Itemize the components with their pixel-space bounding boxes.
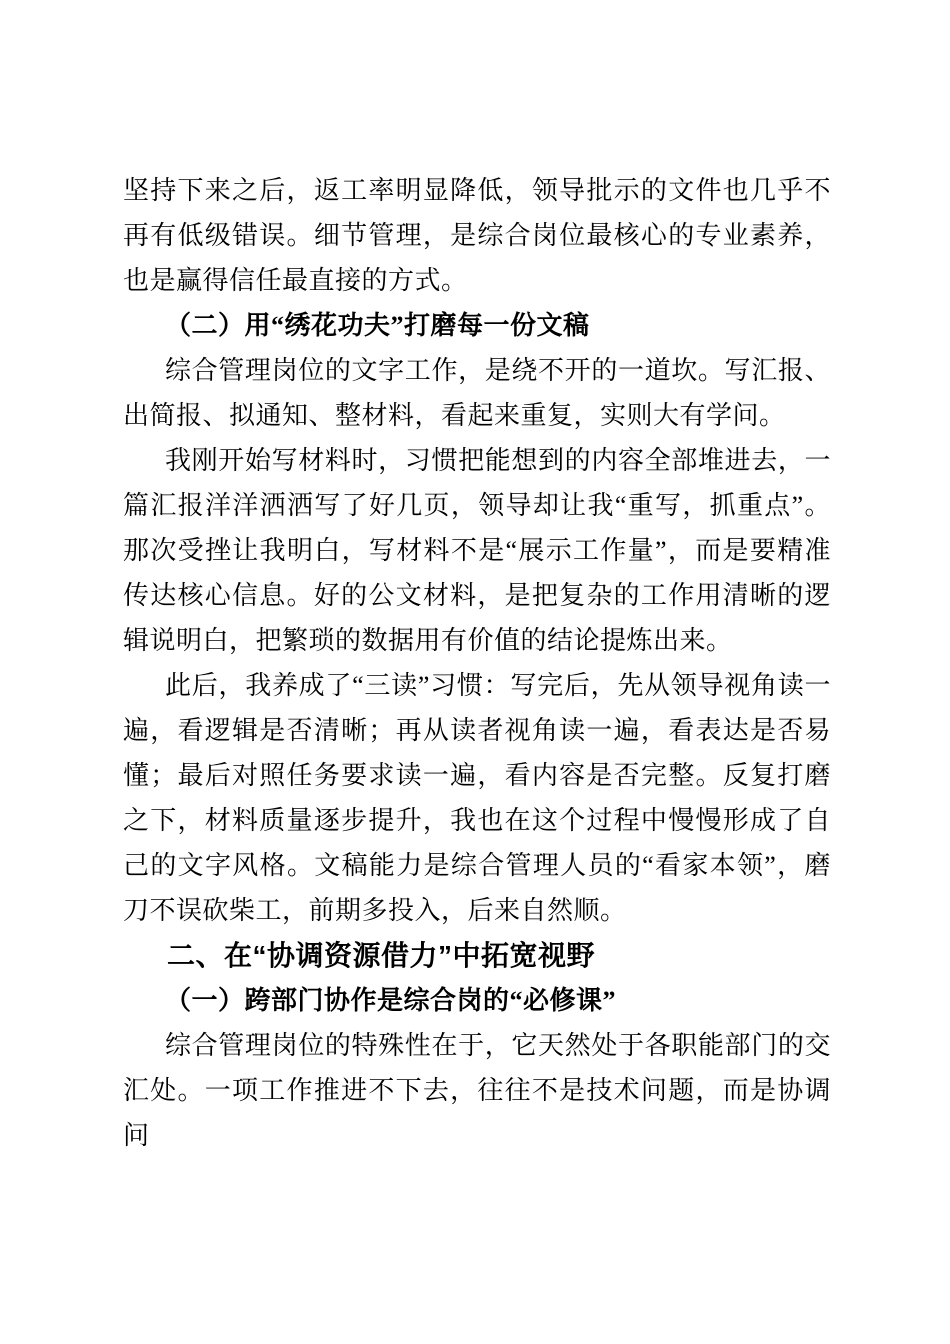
- paragraph-first-writing-experience: 我刚开始写材料时，习惯把能想到的内容全部堆进去，一篇汇报洋洋洒洒写了好几页，领导却让我“重写，抓重点”。那次受挫让我明白，写材料不是“展示工作量”，而是要精准传达核心信息。好的公文材料，是把复杂的工作用清晰的逻辑说明白，把繁琐的数据用有价值的结论提炼出来。: [123, 446, 831, 655]
- paragraph-coordination-position: 综合管理岗位的特殊性在于，它天然处于各职能部门的交汇处。一项工作推进不下去，往往不是技术问题，而是协调问: [123, 1031, 831, 1150]
- heading-part-2-coordinate-resources: 二、在“协调资源借力”中拓宽视野: [167, 940, 596, 971]
- heading-section-2-1-cross-department: （一）跨部门协作是综合岗的“必修课”: [165, 986, 617, 1015]
- paragraph-writing-work-intro: 综合管理岗位的文字工作，是绕不开的一道坎。写汇报、出简报、拟通知、整材料，看起来重复，实则大有学问。: [123, 356, 831, 430]
- heading-section-1-2-polish-documents: （二）用“绣花功夫”打磨每一份文稿: [165, 311, 590, 340]
- paragraph-three-reads-habit: 此后，我养成了“三读”习惯：写完后，先从领导视角读一遍，看逻辑是否清晰；再从读者视角读一遍，看表达是否易懂；最后对照任务要求读一遍，看内容是否完整。反复打磨之下，材料质量逐步提升，我也在这个过程中慢慢形成了自己的文字风格。文稿能力是综合管理人员的“看家本领”，磨刀不误砍柴工，前期多投入，后来自然顺。: [123, 671, 831, 925]
- paragraph-detail-management-conclusion: 坚持下来之后，返工率明显降低，领导批示的文件也几乎不再有低级错误。细节管理，是综合岗位最核心的专业素养，也是赢得信任最直接的方式。: [123, 176, 831, 295]
- document-text-block: [123, 168, 831, 1158]
